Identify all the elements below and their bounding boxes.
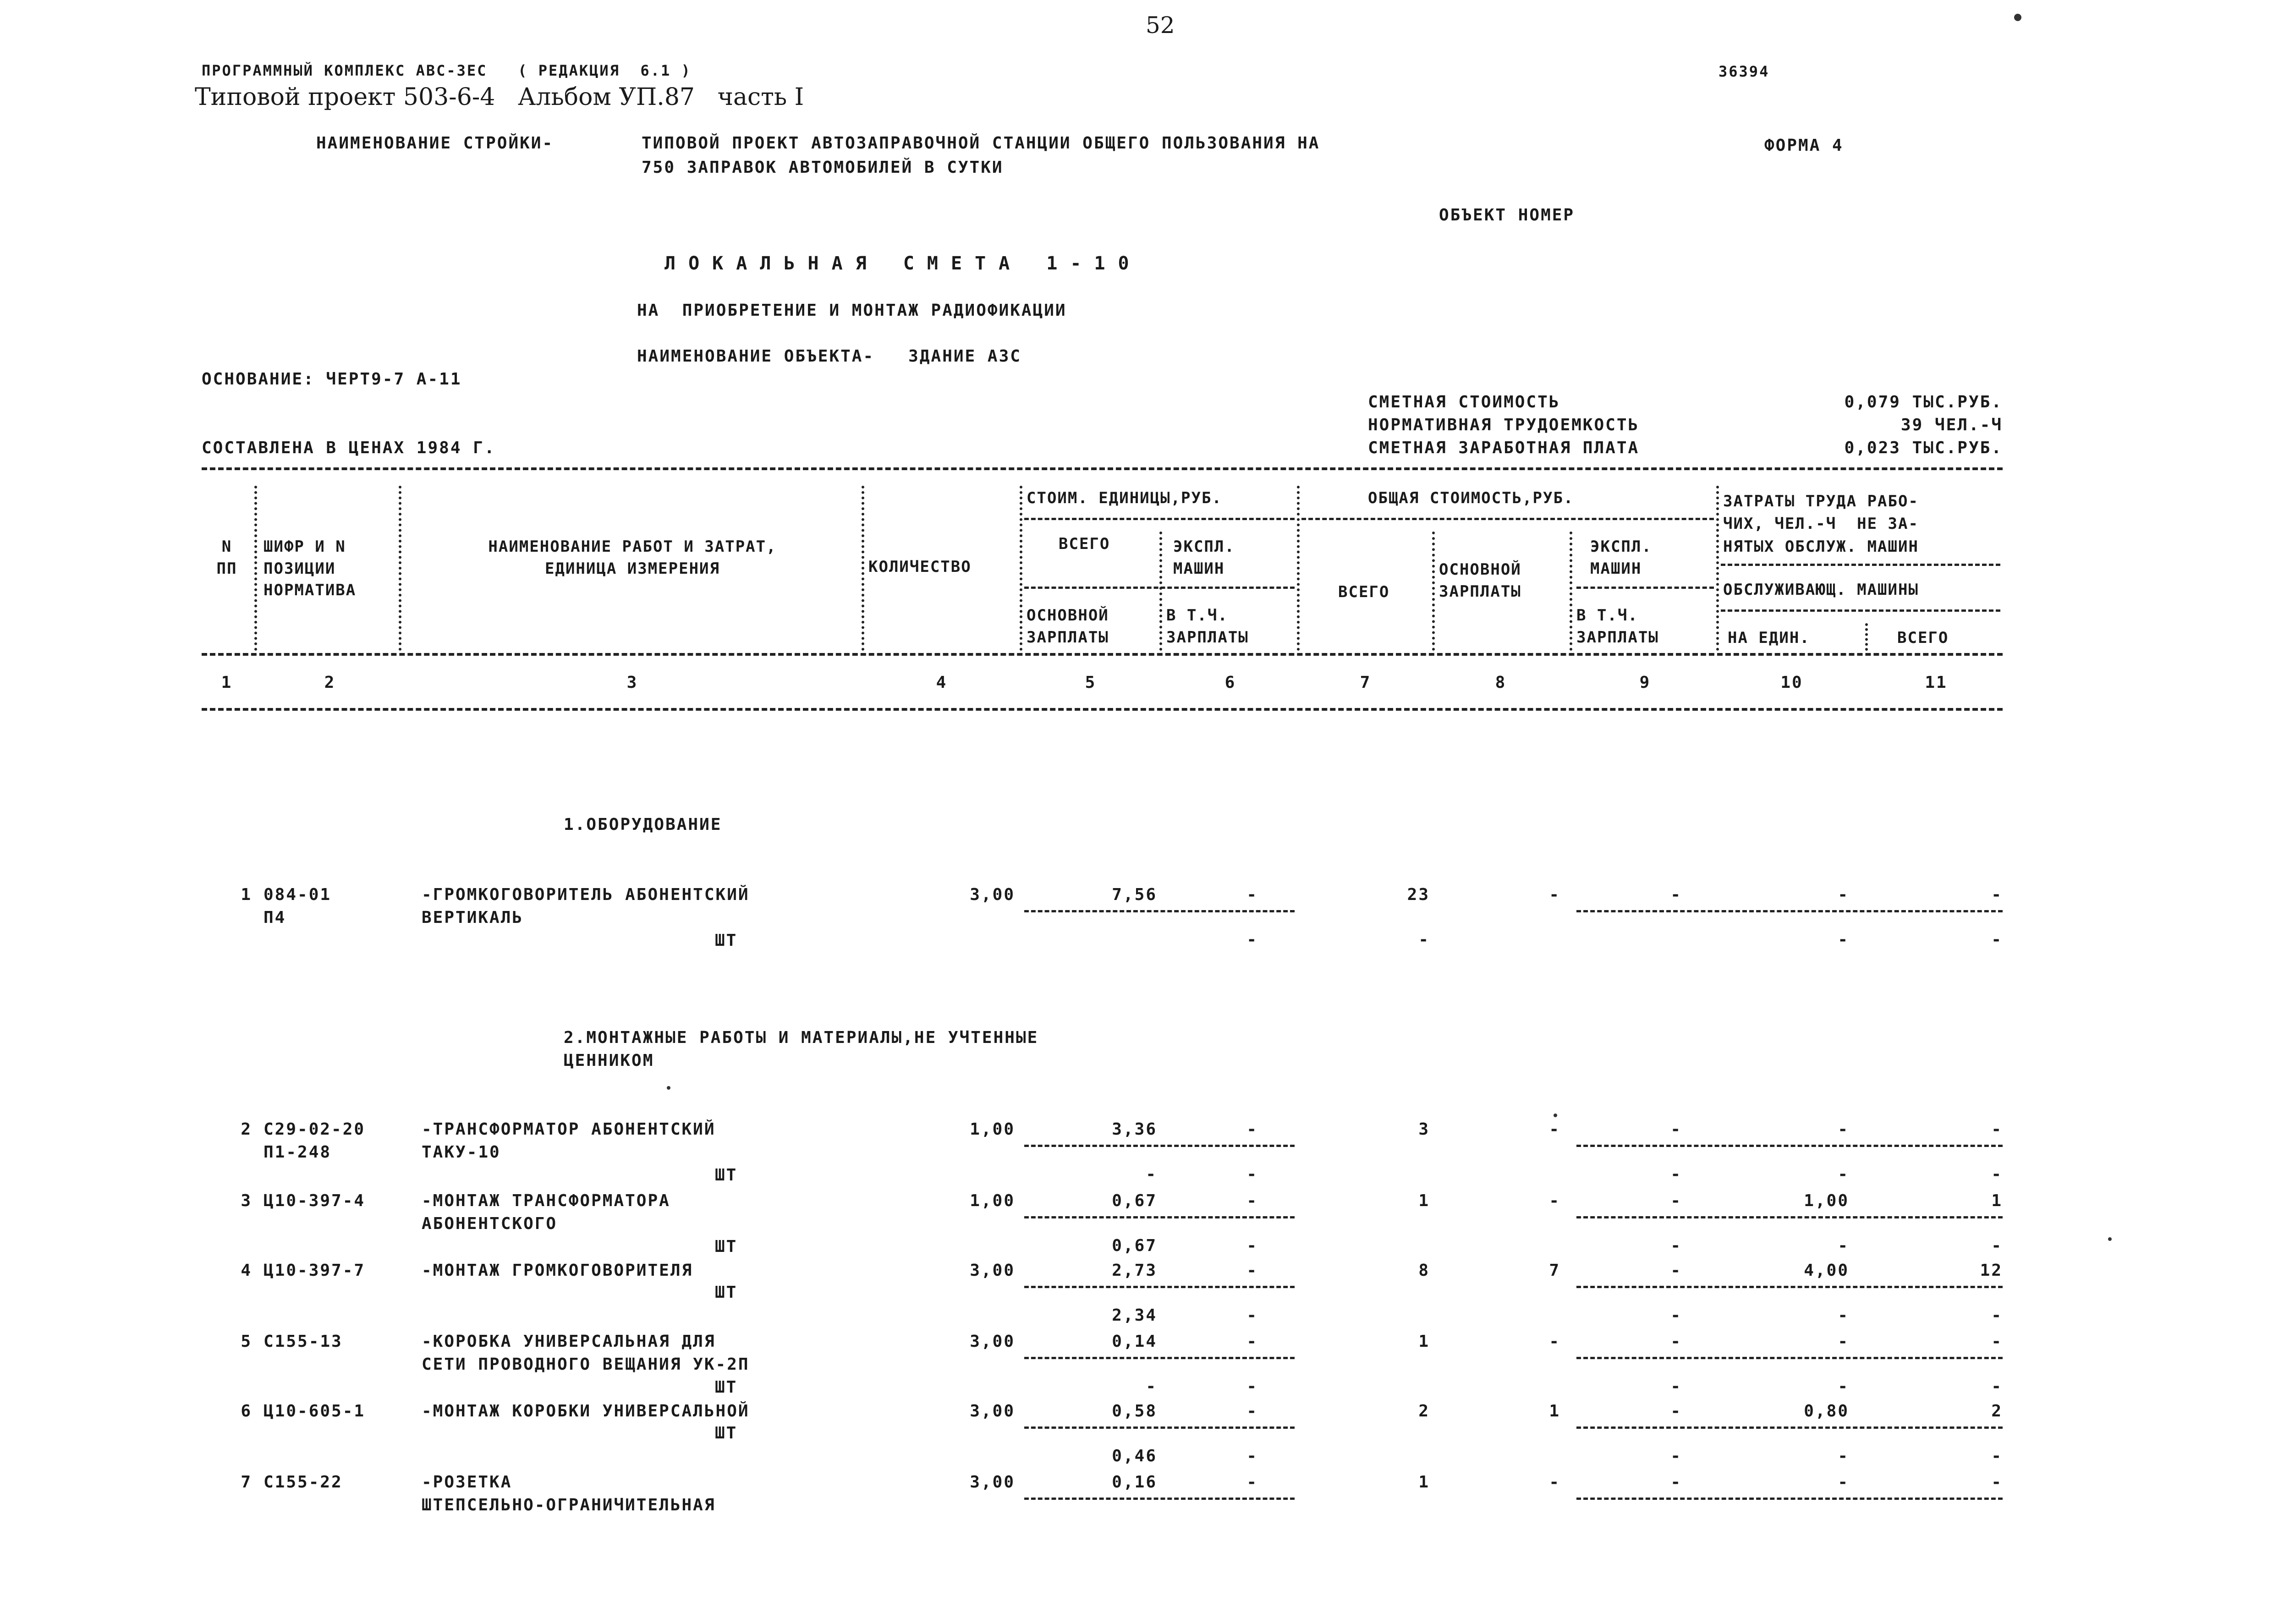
row-under-value: -	[1246, 1377, 1258, 1396]
scan-speck	[2014, 14, 2021, 21]
row-under-value: -	[1670, 1377, 1682, 1396]
row-under-value: -	[1246, 1306, 1258, 1325]
header-incl-wage: В Т.Ч. ЗАРПЛАТЫ	[1166, 606, 1249, 647]
basis: ОСНОВАНИЕ: ЧЕРТ9-7 А-11	[202, 370, 462, 389]
row-under-value: -	[1246, 1236, 1258, 1255]
colnum-bottom-rule	[202, 708, 2003, 711]
col-number: 1	[221, 673, 233, 692]
row-under-value: -	[1418, 930, 1430, 949]
section-title: 2.МОНТАЖНЫЕ РАБОТЫ И МАТЕРИАЛЫ,НЕ УЧТЕННЫЕ ЦЕННИКОМ	[564, 1028, 1039, 1070]
header-sub-rule	[1301, 518, 1714, 520]
row-name: -ГРОМКОГОВОРИТЕЛЬ АБОНЕНТСКИЙ ВЕРТИКАЛЬ	[422, 885, 750, 927]
row-name: -МОНТАЖ КОРОБКИ УНИВЕРСАЛЬНОЙ	[422, 1402, 750, 1421]
row-under-value: -	[1670, 1236, 1682, 1255]
row-n: 2	[241, 1120, 252, 1139]
row-under-value: -	[1670, 1447, 1682, 1465]
cell-divider	[1024, 1498, 1295, 1500]
row-qty: 3,00	[970, 1261, 1015, 1280]
header-sub-rule	[1721, 609, 2000, 612]
summary-value: 0,023 ТЫС.РУБ.	[1844, 439, 2003, 457]
row-under-value: -	[1670, 1165, 1682, 1184]
scan-speck	[2108, 1237, 2112, 1241]
row-tot: 1	[1991, 1191, 2003, 1210]
header-n: N ПП	[216, 538, 237, 578]
row-emach: -	[1670, 885, 1682, 904]
row-emach: -	[1670, 1191, 1682, 1210]
col-sep	[862, 486, 867, 651]
row-under-value: -	[1838, 1377, 1849, 1396]
row-name: -МОНТАЖ ГРОМКОГОВОРИТЕЛЯ	[422, 1261, 693, 1280]
header-code: ШИФР И N ПОЗИЦИИ НОРМАТИВА	[264, 538, 357, 600]
summary-label: СМЕТНАЯ СТОИМОСТЬ	[1368, 393, 1560, 411]
col-sep	[1570, 532, 1575, 651]
col-number: 5	[1085, 673, 1097, 692]
row-base: 1	[1549, 1402, 1560, 1421]
row-mach: -	[1246, 1473, 1258, 1492]
cell-divider	[1576, 1498, 2003, 1500]
row-cost: 0,58	[1112, 1402, 1157, 1421]
row-under-value: -	[1838, 1447, 1849, 1465]
header-per-unit: НА ЕДИН.	[1728, 629, 1810, 647]
table-top-rule	[202, 467, 2003, 470]
col-sep	[1159, 532, 1165, 651]
header-total-base: ОСНОВНОЙ ЗАРПЛАТЫ	[1439, 560, 1521, 601]
row-tot: 2	[1991, 1402, 2003, 1421]
summary-value: 0,079 ТЫС.РУБ.	[1844, 393, 2003, 411]
row-n: 1	[241, 885, 252, 904]
row-unit: ШТ	[715, 1378, 738, 1397]
row-under-value: -	[1246, 930, 1258, 949]
header-base-wage: ОСНОВНОЙ ЗАРПЛАТЫ	[1027, 606, 1109, 647]
row-under-value: -	[1838, 930, 1849, 949]
col-number: 4	[936, 673, 948, 692]
row-mach: -	[1246, 1332, 1258, 1351]
section-title: 1.ОБОРУДОВАНИЕ	[564, 815, 722, 834]
row-per: -	[1838, 1120, 1849, 1139]
cell-divider	[1024, 1426, 1295, 1429]
row-cost: 0,67	[1112, 1191, 1157, 1210]
row-under-value: -	[1246, 1447, 1258, 1465]
header-sub-rule	[1576, 587, 1714, 589]
cell-divider	[1024, 1286, 1295, 1288]
row-cost: 3,36	[1112, 1120, 1157, 1139]
row-per: 1,00	[1804, 1191, 1849, 1210]
header-total-cost: ОБЩАЯ СТОИМОСТЬ,РУБ.	[1368, 489, 1574, 507]
row-tot: -	[1991, 1473, 2003, 1492]
estimate-title: ЛОКАЛЬНАЯ СМЕТА 1-10	[664, 253, 1142, 274]
program-line: ПРОГРАММНЫЙ КОМПЛЕКС АВС-3ЕС ( РЕДАКЦИЯ 6.1 )	[202, 62, 692, 79]
row-n: 4	[241, 1261, 252, 1280]
row-emach: -	[1670, 1261, 1682, 1280]
construction-name-2: 750 ЗАПРАВОК АВТОМОБИЛЕЙ В СУТКИ	[642, 158, 1004, 177]
cell-divider	[1576, 1426, 2003, 1429]
col-number: 3	[626, 673, 638, 692]
row-tot: -	[1991, 1120, 2003, 1139]
cell-divider	[1576, 1357, 2003, 1359]
header-sub-rule	[1024, 587, 1295, 589]
row-code: Ц10-397-4	[264, 1191, 366, 1210]
header-labor-serv: ОБСЛУЖИВАЮЩ. МАШИНЫ	[1723, 581, 1919, 599]
row-base: -	[1549, 1332, 1560, 1351]
summary-label: СМЕТНАЯ ЗАРАБОТНАЯ ПЛАТА	[1368, 439, 1640, 457]
row-under-value: -	[1991, 1377, 2003, 1396]
row-code: С155-22	[264, 1473, 343, 1492]
row-base: -	[1549, 1120, 1560, 1139]
row-tot: -	[1991, 885, 2003, 904]
cell-divider	[1576, 1145, 2003, 1147]
object-name: НАИМЕНОВАНИЕ ОБЪЕКТА- ЗДАНИЕ АЗС	[637, 347, 1021, 366]
row-per: -	[1838, 1332, 1849, 1351]
row-under-value: 0,46	[1112, 1447, 1157, 1465]
cell-divider	[1576, 1286, 2003, 1288]
row-under-value: -	[1991, 930, 2003, 949]
summary-value: 39 ЧЕЛ.-Ч	[1900, 416, 2003, 434]
header-sub-rule	[1721, 564, 2000, 566]
header-unit-cost: СТОИМ. ЕДИНИЦЫ,РУБ.	[1027, 489, 1222, 507]
row-base: -	[1549, 1473, 1560, 1492]
scan-speck	[667, 1086, 670, 1090]
col-number: 8	[1495, 673, 1507, 692]
row-under-value: -	[1246, 1165, 1258, 1184]
row-mach: -	[1246, 1402, 1258, 1421]
row-emach: -	[1670, 1332, 1682, 1351]
cell-divider	[1576, 910, 2003, 912]
row-under-value: -	[1991, 1165, 2003, 1184]
page-number: 52	[1146, 12, 1175, 38]
header-total-incl: В Т.Ч. ЗАРПЛАТЫ	[1576, 606, 1659, 647]
row-unit: ШТ	[715, 1237, 738, 1256]
scan-speck	[1554, 1114, 1557, 1117]
form-label: ФОРМА 4	[1764, 136, 1844, 155]
row-under-value: -	[1838, 1306, 1849, 1325]
row-code: С155-13	[264, 1332, 343, 1351]
row-total: 1	[1418, 1473, 1430, 1492]
col-sep	[254, 486, 260, 651]
row-name: -РОЗЕТКА ШТЕПСЕЛЬНО-ОГРАНИЧИТЕЛЬНАЯ	[422, 1473, 716, 1515]
row-total: 23	[1407, 885, 1430, 904]
row-under-value: -	[1146, 1377, 1157, 1396]
estimate-subject: НА ПРИОБРЕТЕНИЕ И МОНТАЖ РАДИОФИКАЦИИ	[637, 301, 1067, 320]
col-sep	[1297, 486, 1302, 651]
row-name: -ТРАНСФОРМАТОР АБОНЕНТСКИЙ ТАКУ-10	[422, 1120, 716, 1162]
header-total: ВСЕГО	[1897, 629, 1949, 647]
cell-divider	[1576, 1216, 2003, 1218]
row-n: 3	[241, 1191, 252, 1210]
col-sep	[1716, 486, 1722, 651]
row-code: Ц10-605-1	[264, 1402, 366, 1421]
row-cost: 0,14	[1112, 1332, 1157, 1351]
row-total: 2	[1418, 1402, 1430, 1421]
row-name: -КОРОБКА УНИВЕРСАЛЬНАЯ ДЛЯ СЕТИ ПРОВОДНОГО ВЕЩАНИЯ УК-2П	[422, 1332, 750, 1374]
header-name: НАИМЕНОВАНИЕ РАБОТ И ЗАТРАТ, ЕДИНИЦА ИЗМЕРЕНИЯ	[488, 538, 777, 578]
col-sep	[1432, 532, 1438, 651]
row-base: -	[1549, 1191, 1560, 1210]
row-unit: ШТ	[715, 1166, 738, 1185]
row-under-value: -	[1991, 1236, 2003, 1255]
cell-divider	[1024, 1357, 1295, 1359]
row-code: С29-02-20 П1-248	[264, 1120, 366, 1162]
row-under-value: -	[1838, 1236, 1849, 1255]
row-unit: ШТ	[715, 1424, 738, 1443]
project-line: Типовой проект 503-6-4 Альбом УП.87 часть I	[195, 83, 804, 111]
header-sub-rule	[1024, 518, 1295, 520]
row-per: -	[1838, 1473, 1849, 1492]
row-per: -	[1838, 885, 1849, 904]
row-per: 0,80	[1804, 1402, 1849, 1421]
row-under-value: -	[1991, 1447, 2003, 1465]
row-emach: -	[1670, 1473, 1682, 1492]
row-n: 6	[241, 1402, 252, 1421]
row-base: 7	[1549, 1261, 1560, 1280]
row-n: 7	[241, 1473, 252, 1492]
doc-number: 36394	[1718, 63, 1770, 80]
col-number: 9	[1639, 673, 1651, 692]
col-sep	[1020, 486, 1025, 651]
row-total: 1	[1418, 1191, 1430, 1210]
row-cost: 2,73	[1112, 1261, 1157, 1280]
col-number: 2	[324, 673, 336, 692]
row-cost: 0,16	[1112, 1473, 1157, 1492]
row-tot: 12	[1980, 1261, 2003, 1280]
row-mach: -	[1246, 885, 1258, 904]
row-qty: 3,00	[970, 1473, 1015, 1492]
col-number: 10	[1780, 673, 1803, 692]
row-qty: 3,00	[970, 1402, 1015, 1421]
row-total: 3	[1418, 1120, 1430, 1139]
row-total: 8	[1418, 1261, 1430, 1280]
row-under-value: -	[1146, 1165, 1157, 1184]
header-mach: ЭКСПЛ. МАШИН	[1173, 538, 1235, 578]
summary-label: НОРМАТИВНАЯ ТРУДОЕМКОСТЬ	[1368, 416, 1640, 434]
row-mach: -	[1246, 1261, 1258, 1280]
row-code: 084-01 П4	[264, 885, 332, 927]
cell-divider	[1024, 1216, 1295, 1218]
col-sep	[1865, 623, 1871, 651]
object-number: ОБЪЕКТ НОМЕР	[1439, 206, 1575, 225]
construction-name-1: ТИПОВОЙ ПРОЕКТ АВТОЗАПРАВОЧНОЙ СТАНЦИИ ОБЩЕГО ПОЛЬЗОВАНИЯ НА	[642, 134, 1320, 153]
row-code: Ц10-397-7	[264, 1261, 366, 1280]
row-emach: -	[1670, 1402, 1682, 1421]
row-unit: ШТ	[715, 931, 738, 950]
row-under-value: -	[1838, 1165, 1849, 1184]
header-all: ВСЕГО	[1059, 535, 1110, 553]
row-under-value: 2,34	[1112, 1306, 1157, 1325]
row-under-value: -	[1991, 1306, 2003, 1325]
row-base: -	[1549, 885, 1560, 904]
row-tot: -	[1991, 1332, 2003, 1351]
col-number: 6	[1224, 673, 1236, 692]
col-sep	[399, 486, 404, 651]
row-name: -МОНТАЖ ТРАНСФОРМАТОРА АБОНЕНТСКОГО	[422, 1191, 670, 1234]
prices-year: СОСТАВЛЕНА В ЦЕНАХ 1984 Г.	[202, 439, 496, 457]
header-total-mach: ЭКСПЛ. МАШИН	[1590, 538, 1652, 578]
row-mach: -	[1246, 1120, 1258, 1139]
cell-divider	[1024, 1145, 1295, 1147]
row-qty: 3,00	[970, 1332, 1015, 1351]
header-labor: ЗАТРАТЫ ТРУДА РАБО- ЧИХ, ЧЕЛ.-Ч НЕ ЗА- НЯТЫХ ОБСЛУЖ. МАШИН	[1723, 492, 1919, 556]
col-number: 11	[1925, 673, 1948, 692]
row-qty: 1,00	[970, 1120, 1015, 1139]
header-qty: КОЛИЧЕСТВО	[868, 558, 972, 576]
row-n: 5	[241, 1332, 252, 1351]
cell-divider	[1024, 910, 1295, 912]
col-number: 7	[1360, 673, 1372, 692]
row-unit: ШТ	[715, 1283, 738, 1302]
row-under-value: -	[1670, 1306, 1682, 1325]
header-bottom-rule	[202, 653, 2003, 656]
row-qty: 3,00	[970, 885, 1015, 904]
row-qty: 1,00	[970, 1191, 1015, 1210]
row-cost: 7,56	[1112, 885, 1157, 904]
row-per: 4,00	[1804, 1261, 1849, 1280]
row-mach: -	[1246, 1191, 1258, 1210]
row-under-value: 0,67	[1112, 1236, 1157, 1255]
construction-label: НАИМЕНОВАНИЕ СТРОЙКИ-	[316, 134, 554, 153]
row-total: 1	[1418, 1332, 1430, 1351]
header-total-all: ВСЕГО	[1338, 583, 1390, 601]
row-emach: -	[1670, 1120, 1682, 1139]
